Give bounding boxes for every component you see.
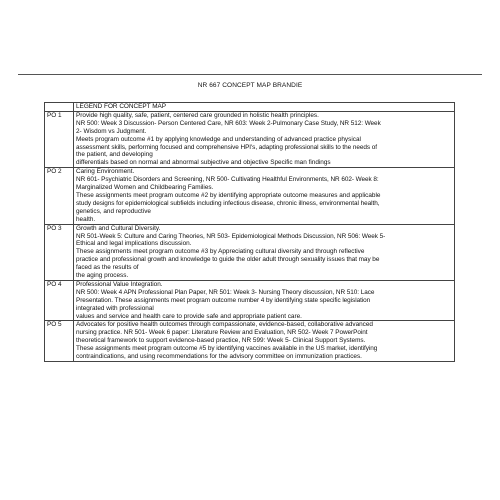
description-line: These assignments meet program outcome #2 by identifying appropriate outcome measures and applicable bbox=[76, 191, 381, 199]
description-line: Meets program outcome #1 by applying knowledge and understanding of advanced practice physical bbox=[76, 135, 361, 143]
description-line: NR 501-Week 5: Culture and Caring Theories, NR 503- Epidemiological Methods Discussion, NR 506: Week 5- bbox=[76, 232, 386, 240]
description-line: theoretical framework to support evidence-based practice, NR 599: Week 5- Clinical Support Systems. bbox=[76, 337, 366, 345]
po-label: PO 5 bbox=[45, 321, 74, 362]
po-label: PO 3 bbox=[45, 224, 74, 280]
description-line: These assignments meet program outcome #3 by Appreciating cultural diversity and through reflective bbox=[76, 248, 365, 256]
description-line: Ethical and legal implications discussion. bbox=[76, 240, 192, 248]
description-line: faced as the results of bbox=[76, 264, 139, 272]
po-label: PO 4 bbox=[45, 280, 74, 321]
description-line: contraindications, and using recommendations for the advisory committee on immunization practices. bbox=[76, 353, 362, 361]
description-line: Growth and Cultural Diversity. bbox=[76, 224, 161, 232]
po-description bbox=[74, 321, 455, 362]
description-line: nursing practice. NR 501- Week 6 paper: Literature Review and Evaluation, NR 502- Week 7 PowerPoint bbox=[76, 329, 368, 337]
description-line: practice and professional growth and knowledge to guide the older adult through sexuality issues that may be bbox=[76, 256, 380, 264]
table-row bbox=[45, 111, 455, 167]
description-line: Advocates for positive health outcomes through compassionate, evidence-based, collaborative advanced bbox=[76, 321, 373, 329]
description-line: NR 500: Week 4 APN Professional Plan Paper, NR 501: Week 3- Nursing Theory discussion, NR 510: Lace bbox=[76, 288, 375, 296]
concept-map-table bbox=[44, 102, 455, 362]
description-line: Professional Value Integration. bbox=[76, 280, 163, 288]
description-line: differentials based on normal and abnormal subjective and objective Specific man findings bbox=[76, 159, 331, 167]
description-line: the aging process. bbox=[76, 272, 129, 280]
description-line: Marginalized Women and Childbearing Families. bbox=[76, 184, 214, 192]
po-description bbox=[74, 168, 455, 224]
po-description bbox=[74, 111, 455, 167]
description-line: study designs for epidemiological subfields including infectious disease, chronic illness, environmental health, bbox=[76, 199, 380, 207]
legend-label-cell bbox=[45, 103, 74, 112]
description-line: the patient, and developing bbox=[76, 151, 153, 159]
description-line: health. bbox=[76, 215, 96, 223]
description-line: These assignments meet program outcome #5 by identifying vaccines available in the US market, identifying bbox=[76, 345, 378, 353]
description-line: Presentation. These assignments meet program outcome number 4 by identifying state specific legislation bbox=[76, 296, 371, 304]
legend-row bbox=[45, 103, 455, 112]
table-row bbox=[45, 224, 455, 280]
legend-title-cell: LEGEND FOR CONCEPT MAP bbox=[74, 103, 455, 112]
description-line: 2- Wisdom vs Judgment. bbox=[76, 127, 147, 135]
po-label: PO 2 bbox=[45, 168, 74, 224]
description-line: NR 500: Week 3 Discussion- Person Centered Care, NR 603: Week 2-Pulmonary Case Study, NR 512: Week bbox=[76, 119, 381, 127]
description-line: integrated with professional bbox=[76, 304, 154, 312]
document-title: NR 667 CONCEPT MAP BRANDIE bbox=[197, 82, 303, 89]
description-line: Caring Environment. bbox=[76, 168, 135, 176]
description-line: values and service and health care to provide safe and appropriate patient care. bbox=[76, 312, 302, 320]
description-line: NR 601- Psychiatric Disorders and Screening, NR 500- Cultivating Healthful Environments, NR 602- Week 8: bbox=[76, 176, 379, 184]
po-description bbox=[74, 280, 455, 321]
description-line: genetics, and reproductive bbox=[76, 207, 151, 215]
description-line: assessment skills, performing focused and comprehensive HPI's, adapting professional skills to the needs of bbox=[76, 143, 378, 151]
top-divider bbox=[18, 74, 482, 75]
table-row bbox=[45, 280, 455, 321]
po-label: PO 1 bbox=[45, 111, 74, 167]
po-description bbox=[74, 224, 455, 280]
description-line: Provide high quality, safe, patient, centered care grounded in holistic health principles. bbox=[76, 111, 319, 119]
table-row bbox=[45, 321, 455, 362]
table-row bbox=[45, 168, 455, 224]
